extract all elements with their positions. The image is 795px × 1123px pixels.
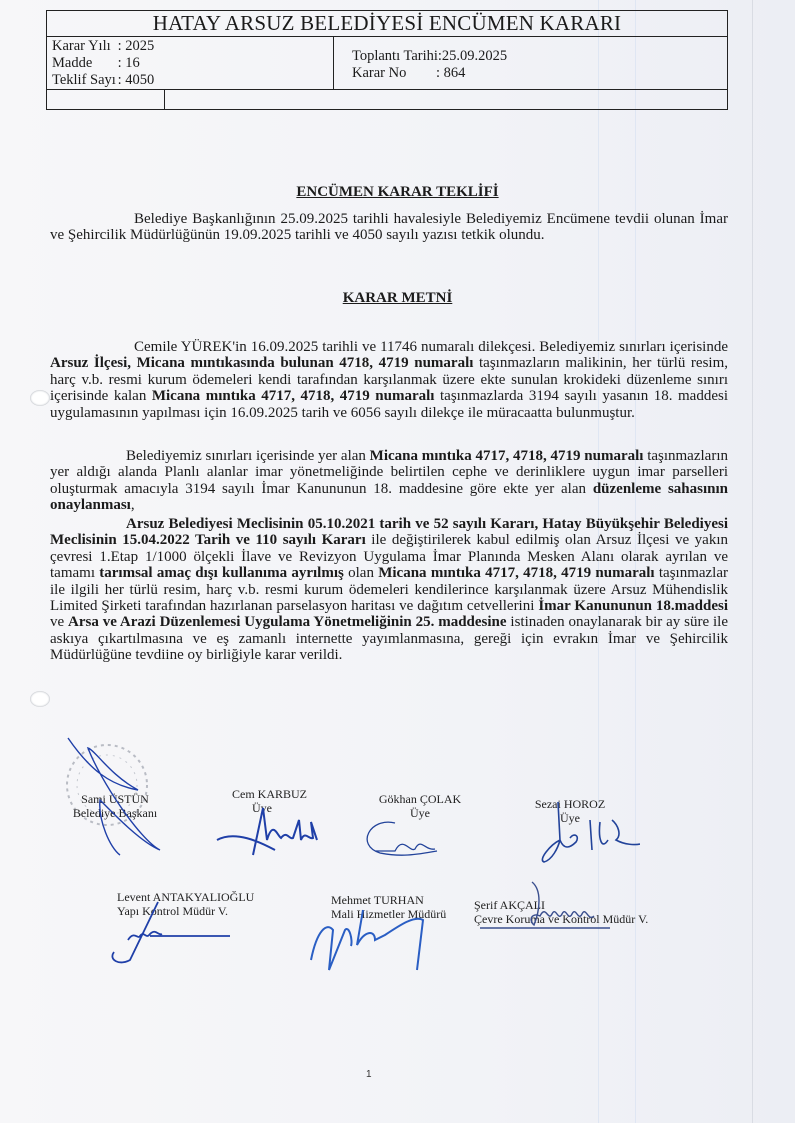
signatory-title: Çevre Koruma ve Kontrol Müdür V. <box>474 912 649 926</box>
teklif-sayi-value: : 4050 <box>117 72 155 88</box>
text-run: , <box>130 497 135 514</box>
teklif-heading <box>0 184 795 201</box>
signatory-director <box>331 893 446 921</box>
signatory-director <box>117 890 254 918</box>
punch-hole <box>30 691 50 707</box>
text-run-bold: düzenleme sahasının onaylanması <box>50 480 728 514</box>
decision-meta-right <box>352 48 507 82</box>
signatory-title: Yapı Kontrol Müdür V. <box>117 904 229 918</box>
signatory-title: Mali Hizmetler Müdürü <box>331 907 447 921</box>
text-run: ile değiştirilerek kabul edilmiş olan Arsuz İlçesi ve yakın çevresi 1.Etap 1/1000 ölçekli İlave ve Revizyon Uygulama İmar Planında Mesken Alanı olarak ayrılan ve tamamı <box>50 532 728 582</box>
text-run: istinaden onaylanarak bir ay süre ile askıya çıkartılmasına ve eş zamanlı internette yayımlanmasına, gereği için evrakın İmar ve Şehircilik Müdürlüğüne tevdiine oy birliğiyle karar verildi. <box>50 614 728 664</box>
toplanti-tarihi: Toplantı Tarihi:25.09.2025 <box>352 48 508 64</box>
text-run-bold: Arsa ve Arazi Düzenlemesi Uygulama Yönetmeliğinin 25. maddesine <box>68 614 507 631</box>
karar-paragraph-3 <box>50 516 728 664</box>
scan-line <box>752 0 753 1123</box>
signatory-member <box>370 792 470 820</box>
document-title: HATAY ARSUZ BELEDİYESİ ENCÜMEN KARARI <box>152 11 622 35</box>
madde-label: Madde <box>52 55 93 71</box>
decision-meta-left <box>52 38 154 89</box>
text-run: taşınmazlarda 3194 sayılı yasanın 18. maddesi uygulamasının yapılması için 16.09.2025 tarih ve 6056 sayılı dilekçe ile müracaatta bulunmuştur. <box>50 388 728 421</box>
karar-no-value: : 864 <box>436 65 466 81</box>
table-rule <box>46 36 728 37</box>
signatory-member <box>530 797 610 825</box>
karar-heading <box>0 290 795 307</box>
teklif-sayi-label: Teklif Sayı <box>52 72 116 88</box>
text-run: ve <box>50 614 69 631</box>
signatory-name: Sezai HOROZ <box>534 797 606 811</box>
header-table <box>46 10 728 110</box>
text-run-bold: Arsuz Belediyesi Meclisinin 05.10.2021 tarih ve 52 sayılı Kararı, Hatay Büyükşehir Belediyesi Meclisinin 15.04.2022 Tarih ve 110 sayılı Kararı <box>50 516 728 549</box>
teklif-heading-text: ENCÜMEN KARAR TEKLİFİ <box>296 184 499 200</box>
karar-paragraph-1 <box>50 339 728 421</box>
madde-value: : 16 <box>117 55 140 71</box>
text-run: taşınmazların malikinin, her türlü resim, harç v.b. resmi kurum ödemeleri kendi tarafından karşılanmak üzere ekte sunulan krokideki düzenleme sınırı içerisinde kalan <box>50 355 728 405</box>
table-divider <box>164 89 165 110</box>
signatory-name: Mehmet TURHAN <box>331 893 424 907</box>
signatory-name: Gökhan ÇOLAK <box>378 792 462 806</box>
text-run-bold: Micana mıntıka 4717, 4718, 4719 numaralı <box>378 565 655 582</box>
signatory-director <box>474 898 648 926</box>
karar-yili-value: : 2025 <box>117 38 155 54</box>
signatory-mayor <box>60 792 170 820</box>
page-number: 1 <box>366 1069 372 1080</box>
text-run-bold: tarımsal amaç dışı kullanıma ayrılmış <box>99 565 344 582</box>
table-rule <box>46 89 728 90</box>
karar-paragraph-2 <box>50 448 728 514</box>
text-run: taşınmazların yer aldığı alanda Planlı alanlar imar yönetmeliğinde belirtilen cephe ve derinliklere uygun imar parselleri oluşturmak amacıyla 3194 sayılı İmar Kanununun 18. maddesine göre ekte yer alan <box>50 448 728 497</box>
punch-hole <box>30 390 50 406</box>
signatory-name: Cem KARBUZ <box>232 787 307 801</box>
signatory-title: Üye <box>410 806 430 820</box>
signatory-title: Üye <box>252 801 272 815</box>
signatory-member <box>232 787 307 815</box>
text-run: taşınmazlar ile ilgili her türlü resim, harç v.b. resmi kurum ödemeleri kendilerince karşılanmak üzere Arsuz Mühendislik Limited Şirketi tarafından hazırlanan parselasyon haritası ve dağıtım cetvellerini <box>50 565 728 615</box>
karar-heading-text: KARAR METNİ <box>342 290 453 306</box>
karar-no-label: Karar No <box>352 65 407 81</box>
signatory-name: Sami ÜSTÜN <box>81 792 149 806</box>
karar-yili-label: Karar Yılı <box>52 38 111 54</box>
teklif-paragraph: Belediye Başkanlığının 25.09.2025 tarihli havalesiyle Belediyemiz Encümene tevdii olunan İmar ve Şehircilik Müdürlüğünün 19.09.2025 tarihli ve 4050 sayılı yazısı tetkik olundu. <box>50 211 728 244</box>
signatory-name: Şerif AKÇALI <box>474 898 545 912</box>
table-divider <box>333 36 334 89</box>
text-run-bold: Micana mıntıka 4717, 4718, 4719 numaralı <box>369 448 644 464</box>
text-run: Belediyemiz sınırları içerisinde yer alan <box>126 448 370 464</box>
signatory-title: Belediye Başkanı <box>72 806 158 820</box>
signatory-name: Levent ANTAKYALIOĞLU <box>117 890 255 904</box>
text-run-bold: Micana mıntıka 4717, 4718, 4719 numaralı <box>151 388 435 405</box>
text-run: Cemile YÜREK'in 16.09.2025 tarihli ve 11746 numaralı dilekçesi. Belediyemiz sınırları içerisinde <box>134 339 728 355</box>
signatory-title: Üye <box>560 811 580 825</box>
text-run-bold: İmar Kanununun 18.maddesi <box>538 598 728 615</box>
text-run: olan <box>343 565 379 582</box>
text-run-bold: Arsuz İlçesi, Micana mıntıkasında bulunan 4718, 4719 numaralı <box>50 355 474 372</box>
